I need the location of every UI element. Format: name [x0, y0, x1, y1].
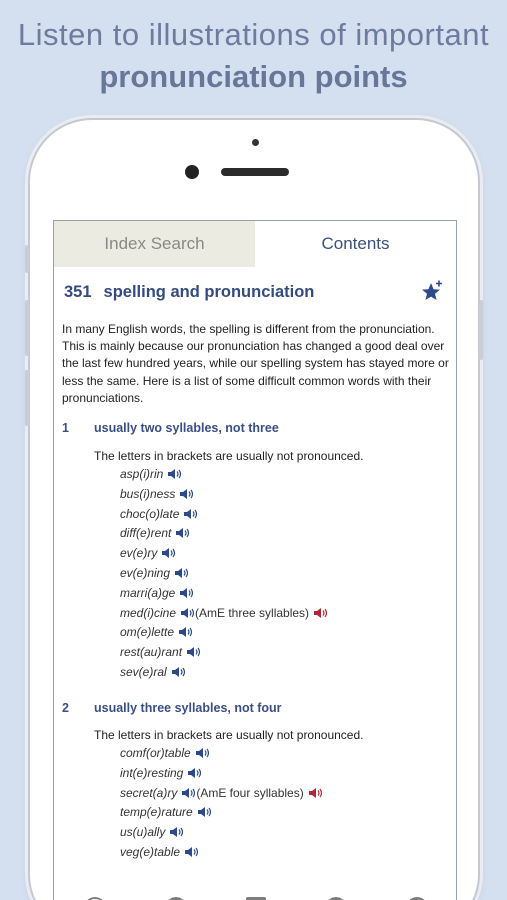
speaker-blue-icon[interactable]	[181, 787, 195, 799]
word-item	[120, 584, 193, 602]
section-number: 1	[62, 421, 69, 435]
speaker-blue-icon[interactable]	[174, 567, 188, 579]
word-text: asp(i)rin	[120, 467, 164, 481]
speaker-blue-icon[interactable]	[169, 826, 183, 838]
speaker-blue-icon[interactable]	[178, 626, 192, 638]
section-title: usually three syllables, not four	[94, 701, 282, 715]
word-text: marri(a)ge	[120, 585, 176, 600]
word-item	[120, 744, 209, 762]
speaker-blue-icon[interactable]	[171, 666, 185, 678]
word-item	[120, 524, 189, 542]
star-plus-icon[interactable]	[420, 279, 446, 305]
word-item	[120, 564, 188, 582]
word-text: om(e)lette	[120, 625, 175, 640]
phone-mute-switch	[25, 245, 29, 273]
app-screen	[53, 220, 457, 900]
word-text: sev(e)ral	[120, 665, 167, 679]
phone-volume-down	[25, 370, 29, 426]
entry-title-row	[64, 279, 446, 305]
speaker-blue-icon[interactable]	[197, 806, 211, 818]
phone-front-camera	[185, 165, 199, 179]
entry-intro: In many English words, the spelling is different from the pronunciation. This is mainly because our pronunciation has changed a good deal over the last few hundred years, while our spelling system has stayed more or less the same. Here is a list of some difficult common words with their pronunciations.	[62, 322, 449, 405]
speaker-blue-icon[interactable]	[186, 646, 200, 658]
word-item	[120, 803, 211, 821]
speaker-blue-icon[interactable]	[187, 767, 201, 779]
word-text: bus(i)ness	[120, 486, 176, 501]
word-item	[120, 604, 327, 622]
word-text: secret(a)ry	[120, 785, 178, 800]
word-text: ev(e)ning	[120, 566, 171, 580]
phone-earpiece	[221, 168, 289, 176]
word-item	[120, 485, 193, 503]
tab-index-search[interactable]: Index Search	[54, 221, 255, 267]
speaker-blue-icon[interactable]	[179, 488, 193, 500]
word-text: temp(e)rature	[120, 805, 193, 820]
headline-line1: Listen to illustrations of important	[17, 17, 490, 52]
speaker-red-icon[interactable]	[308, 787, 322, 799]
phone-power-button	[479, 300, 483, 360]
speaker-blue-icon[interactable]	[184, 846, 198, 858]
word-item	[120, 843, 198, 861]
speaker-blue-icon[interactable]	[179, 587, 193, 599]
word-text: comf(or)table	[120, 746, 191, 760]
bottom-toolbar	[54, 891, 457, 900]
word-item	[120, 623, 192, 641]
word-item	[120, 505, 197, 523]
word-item	[120, 643, 200, 661]
section-note: The letters in brackets are usually not pronounced.	[94, 449, 364, 463]
speaker-blue-icon[interactable]	[167, 468, 181, 480]
speaker-blue-icon[interactable]	[161, 547, 175, 559]
tab-bar	[54, 221, 456, 267]
promo-headline	[0, 14, 507, 98]
word-note: (AmE four syllables)	[196, 785, 304, 800]
word-item	[120, 764, 201, 782]
word-item	[120, 823, 183, 841]
word-text: ev(e)ry	[120, 546, 158, 561]
word-text: veg(e)table	[120, 845, 181, 859]
entry-title: spelling and pronunciation	[103, 282, 315, 301]
word-text: med(i)cine	[120, 605, 177, 620]
word-text: choc(o)late	[120, 506, 180, 521]
word-item	[120, 544, 175, 562]
word-item	[120, 663, 185, 681]
phone-sensor	[252, 139, 259, 146]
entry-number: 351	[64, 282, 92, 301]
tab-contents[interactable]: Contents	[255, 221, 456, 267]
speaker-blue-icon[interactable]	[183, 508, 197, 520]
speaker-blue-icon[interactable]	[195, 747, 209, 759]
word-text: diff(e)rent	[120, 526, 172, 541]
section-title: usually two syllables, not three	[94, 421, 279, 435]
section-heading	[62, 421, 279, 435]
speaker-blue-icon[interactable]	[180, 607, 194, 619]
word-item	[120, 465, 181, 483]
word-note: (AmE three syllables)	[195, 605, 310, 620]
word-item	[120, 784, 322, 802]
section-number: 2	[62, 701, 69, 715]
phone-volume-up	[25, 300, 29, 356]
word-text: int(e)resting	[120, 765, 184, 780]
section-note: The letters in brackets are usually not pronounced.	[94, 728, 364, 742]
section-heading	[62, 701, 282, 715]
headline-line2: pronunciation points	[99, 59, 408, 94]
speaker-red-icon[interactable]	[313, 607, 327, 619]
word-text: rest(au)rant	[120, 645, 183, 660]
word-text: us(u)ally	[120, 825, 166, 840]
speaker-blue-icon[interactable]	[175, 527, 189, 539]
